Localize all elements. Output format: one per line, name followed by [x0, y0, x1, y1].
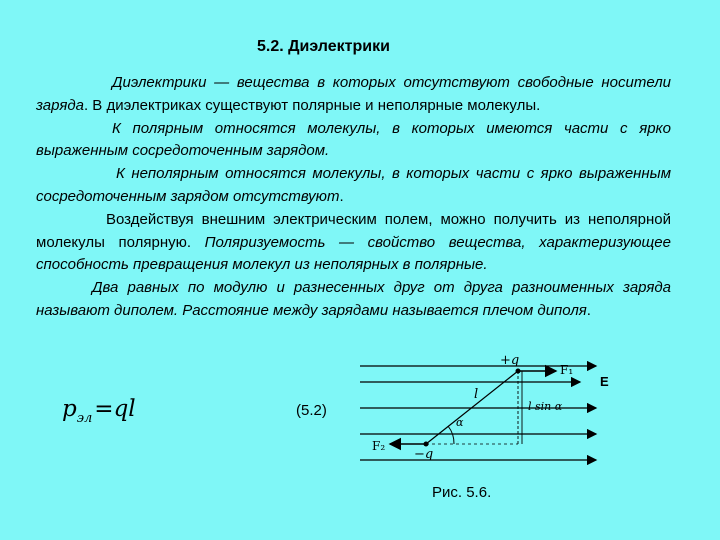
definition-italic: Диэлектрики — вещества в которых отсутствуют свободные носители заряда — [36, 74, 671, 114]
polarizability-plain: Воздействуя внешним электрическим полем, можно получить из неполярной молекулы полярную. — [36, 210, 671, 251]
angle-arc — [448, 426, 454, 444]
e-label: E — [600, 374, 609, 389]
paragraph-nonpolar — [36, 163, 671, 209]
formula-subscript: эл — [76, 411, 93, 426]
alpha-label: α — [456, 416, 464, 429]
polarizability-italic: Поляризуемость — свойство вещества, характеризующее способность превращения молекул из неполярных в полярные. — [36, 233, 671, 274]
nonpolar-end: . — [339, 187, 344, 205]
dipole-italic: Два равных по модулю и разнесенных друг от друга разноименных заряда называют диполем. Расстояние между зарядами называется плечом диполя — [36, 279, 671, 319]
equation-number: (5.2) — [296, 402, 327, 419]
dipole-moment-formula — [62, 396, 136, 426]
f2-label: F₂ — [372, 439, 386, 453]
formula-equals: = — [94, 396, 114, 422]
formula-rhs: ql — [113, 396, 136, 422]
formula-p: p — [62, 396, 77, 422]
plus-q-label: +q — [500, 353, 520, 368]
minus-q-label: −q — [414, 447, 434, 462]
paragraph-polarizability — [36, 209, 671, 277]
paragraph-definition — [36, 72, 671, 118]
paragraph-dipole — [36, 277, 671, 323]
f1-label: F₁ — [560, 363, 574, 377]
figure-caption: Рис. 5.6. — [432, 484, 492, 501]
body-text — [36, 72, 671, 323]
section-title: 5.2. Диэлектрики — [257, 38, 390, 55]
paragraph-polar: К полярным относятся молекулы, в которых имеются части с ярко выраженным сосредоточенным зарядом. — [36, 119, 671, 160]
dipole-end: . — [586, 301, 591, 319]
dipole-figure — [350, 352, 610, 472]
lsin-label: l sin α — [528, 400, 563, 413]
nonpolar-italic: К неполярным относятся молекулы, в которых части с ярко выраженным сосредоточенным зарядом отсутствуют — [36, 165, 671, 205]
definition-rest: . В диэлектриках существуют полярные и неполярные молекулы. — [83, 96, 541, 114]
l-label: l — [474, 387, 479, 402]
